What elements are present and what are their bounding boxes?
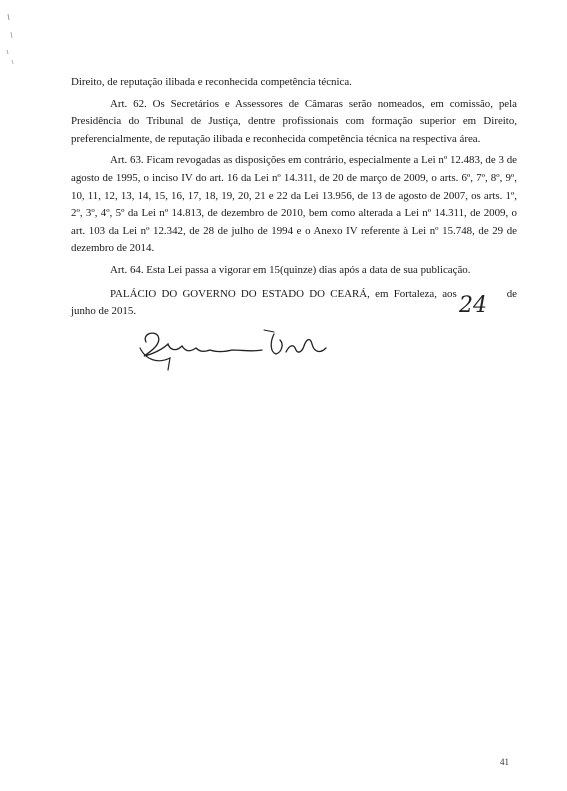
page-number: 41 (500, 757, 509, 767)
handwritten-day-text: 24 (459, 293, 487, 318)
handwritten-day (455, 290, 495, 318)
paragraph-art-64: Art. 64. Esta Lei passa a vigorar em 15(quinze) dias após a data de sua publicação. (110, 263, 471, 276)
document-body (71, 74, 517, 325)
governor-signature (124, 322, 334, 372)
scan-edge-marks (2, 10, 16, 70)
paragraph-art-63: Art. 63. Ficam revogadas as disposições em contrário, especialmente a Lei nº 12.483, de 3 de agosto de 1995, o inciso IV do art. 16 da Lei nº 14.311, de 20 de março de 2009, o arts. 6º, 7º, 8º, 9º, 10, 11, 12, 13, 14, 15, 16, 17, 18, 19, 20, 21 e 22 da Lei 13.956, de 13 de agosto de 2007, os arts. 1º, 2º, 3º, 4º, 5º da Lei nº 14.813, de dezembro de 2010, bem como alterada a Lei nº 14.311, de 2009, o art. 103 da Lei nº 12.342, de 28 de julho de 1994 e o Anexo IV referente à Lei nº 15.748, de 29 de dezembro de 2014. (71, 154, 517, 255)
closing-prefix: PALÁCIO DO GOVERNO DO ESTADO DO CEARÁ, em Fortaleza, aos (110, 287, 457, 300)
closing-suffix: de junho de 2015. (71, 287, 517, 318)
closing-statement (71, 286, 517, 321)
paragraph-continuation: Direito, de reputação ilibada e reconhecida competência técnica. (71, 76, 352, 88)
paragraph-art-62: Art. 62. Os Secretários e Assessores de Câmaras serão nomeados, em comissão, pela Presidência do Tribunal de Justiça, dentre profissionais com formação superior em Direito, preferencialmente, de reputação ilibada e reconhecida competência técnica na respectiva área. (71, 97, 517, 145)
